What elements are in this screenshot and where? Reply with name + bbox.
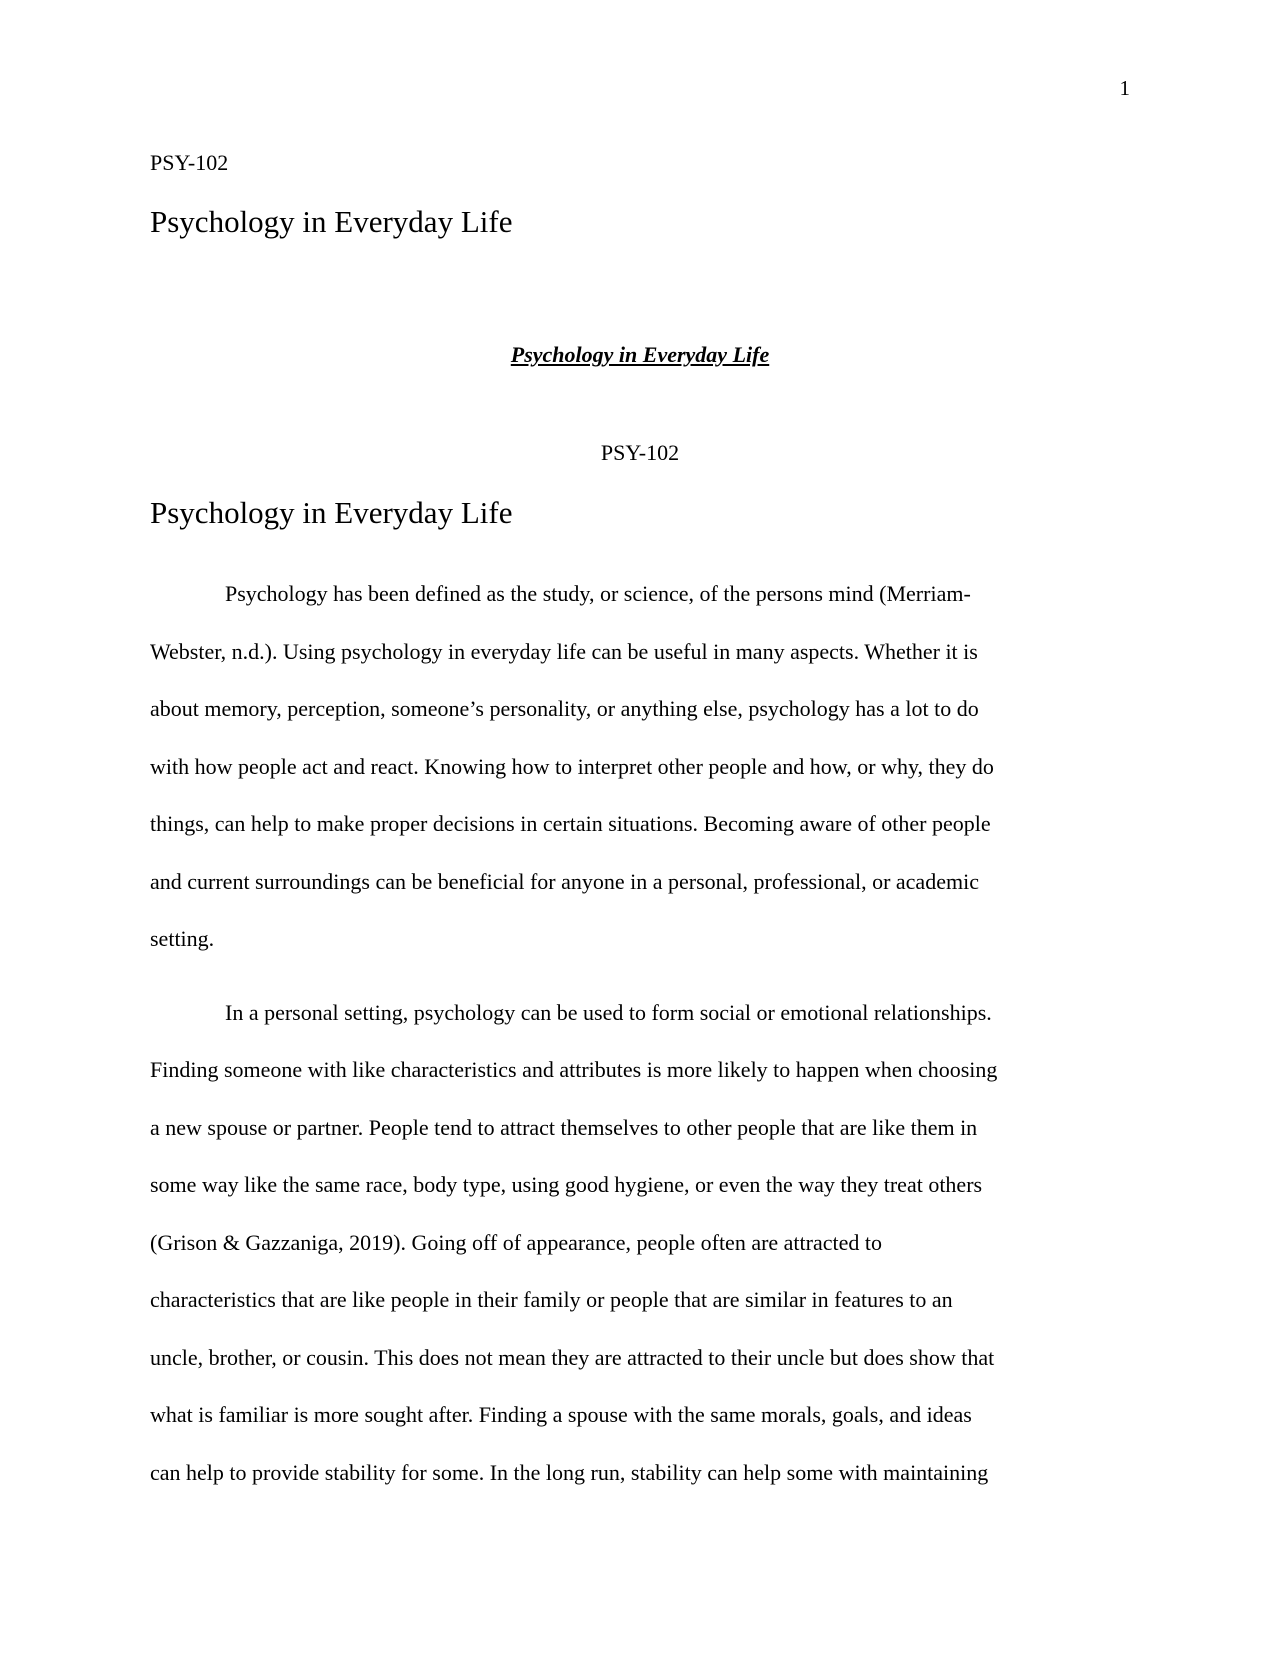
body-heading: Psychology in Everyday Life xyxy=(150,495,513,530)
body-text xyxy=(150,565,1130,1501)
paragraph-line: and current surroundings can be beneficial for anyone in a personal, professional, or academic xyxy=(150,868,979,894)
paragraph-line: some way like the same race, body type, using good hygiene, or even the way they treat others xyxy=(150,1172,983,1197)
document-title-header: Psychology in Everyday Life xyxy=(150,204,513,239)
paragraph-line: about memory, perception, someone’s personality, or anything else, psychology has a lot to do xyxy=(150,696,979,721)
paragraph-line: things, can help to make proper decisions in certain situations. Becoming aware of other people xyxy=(150,811,991,836)
cover-course-code: PSY-102 xyxy=(600,440,680,465)
paragraph-line: what is familiar is more sought after. Finding a spouse with the same morals, goals, and ideas xyxy=(150,1402,972,1427)
paragraph-line: uncle, brother, or cousin. This does not mean they are attracted to their uncle but does show that xyxy=(150,1344,995,1370)
paragraph-line: Psychology has been defined as the study, or science, of the persons mind (Merriam- xyxy=(225,581,971,606)
paragraph-line: characteristics that are like people in their family or people that are similar in features to an xyxy=(150,1287,953,1312)
paragraph-line: with how people act and react. Knowing how to interpret other people and how, or why, they do xyxy=(150,753,994,779)
paragraph-line: Finding someone with like characteristics and attributes is more likely to happen when choosing xyxy=(150,1057,998,1082)
paragraph-2 xyxy=(150,984,1130,1502)
paragraph-line: In a personal setting, psychology can be used to form social or emotional relationships. xyxy=(225,999,992,1025)
cover-title: Psychology in Everyday Life xyxy=(510,342,770,367)
page-number: 1 xyxy=(1119,76,1130,100)
paragraph-line: a new spouse or partner. People tend to attract themselves to other people that are like them in xyxy=(150,1114,978,1140)
paragraph-line: setting. xyxy=(150,926,215,951)
paragraph-line: Webster, n.d.). Using psychology in everyday life can be useful in many aspects. Whether it is xyxy=(150,638,978,664)
paragraph-1 xyxy=(150,565,1130,968)
paragraph-line: can help to provide stability for some. In the long run, stability can help some with maintaining xyxy=(150,1459,989,1485)
paragraph-line: (Grison & Gazzaniga, 2019). Going off of appearance, people often are attracted to xyxy=(150,1229,883,1255)
course-code-header: PSY-102 xyxy=(150,150,229,175)
